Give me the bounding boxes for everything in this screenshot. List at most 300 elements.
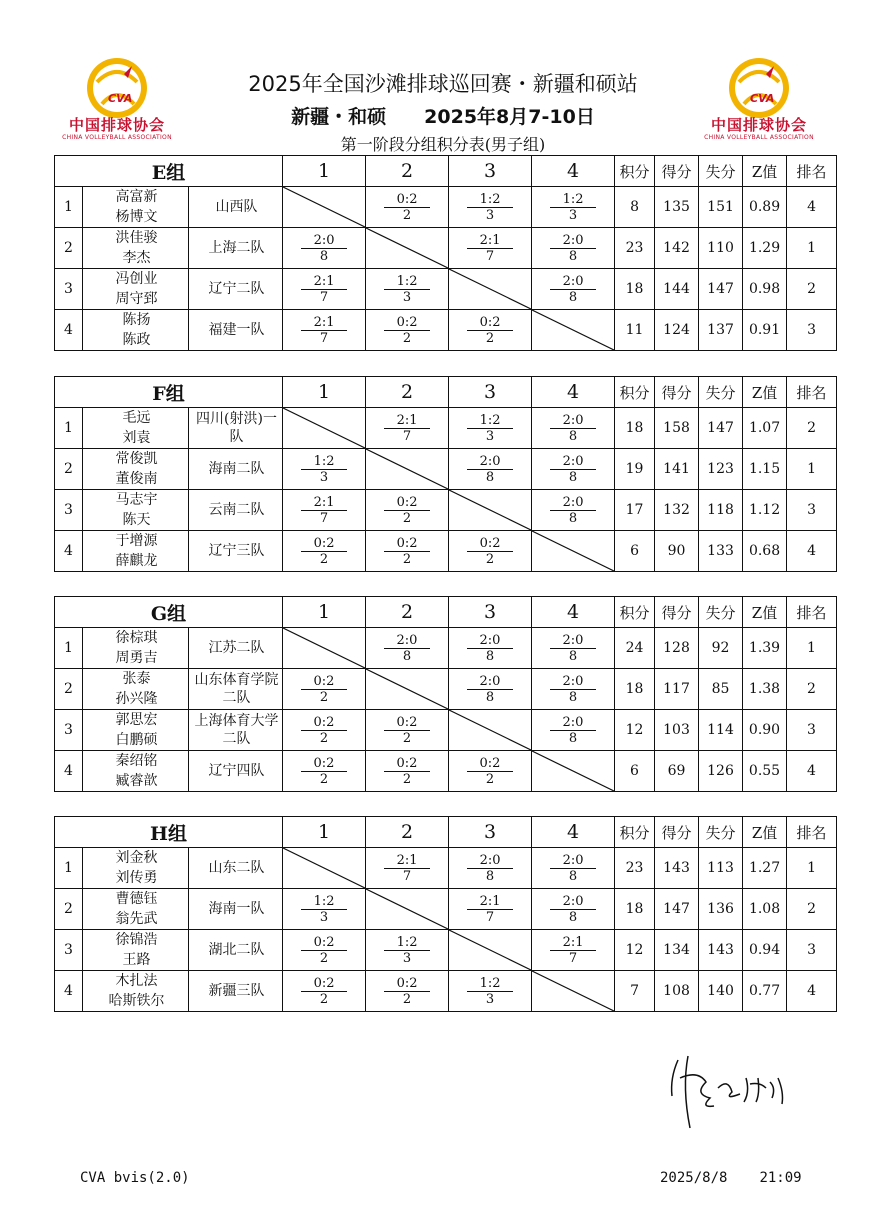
table-row (55, 269, 837, 310)
match-points: 3 (402, 289, 412, 305)
points-won: 108 (655, 971, 699, 1012)
self-match-cell (283, 628, 366, 669)
column-header: 1 (283, 156, 366, 187)
match-score-cell (366, 930, 449, 971)
match-points: 2 (319, 730, 329, 746)
team-name: 辽宁二队 (189, 269, 283, 310)
column-header: 排名 (787, 597, 837, 628)
points-lost: 143 (699, 930, 743, 971)
column-header: 积分 (615, 156, 655, 187)
rank: 2 (787, 408, 837, 449)
self-match-cell (449, 930, 532, 971)
points-lost: 123 (699, 449, 743, 490)
z-value: 1.08 (743, 889, 787, 930)
match-score-cell (532, 449, 615, 490)
set-score: 1:2 (467, 192, 513, 208)
match-points: 8 (319, 248, 329, 264)
match-score-cell (366, 187, 449, 228)
player-2: 臧睿歆 (115, 773, 158, 789)
points-won: 128 (655, 628, 699, 669)
row-index: 4 (55, 531, 83, 572)
z-value: 1.15 (743, 449, 787, 490)
match-points: 8 (568, 469, 578, 485)
table-row (55, 710, 837, 751)
match-score-cell (532, 408, 615, 449)
set-score: 1:2 (467, 976, 513, 992)
player-names (83, 628, 189, 669)
team-name: 山东二队 (189, 848, 283, 889)
match-score-cell (449, 449, 532, 490)
match-score-cell (449, 187, 532, 228)
set-score: 2:0 (301, 233, 347, 249)
z-value: 0.98 (743, 269, 787, 310)
match-points: 2 (319, 950, 329, 966)
match-points: 7 (485, 909, 495, 925)
team-name: 福建一队 (189, 310, 283, 351)
player-1: 徐棕琪 (115, 630, 158, 646)
rank: 3 (787, 490, 837, 531)
total-points: 18 (615, 889, 655, 930)
table-row (55, 930, 837, 971)
column-header: 2 (366, 597, 449, 628)
row-index: 1 (55, 628, 83, 669)
total-points: 23 (615, 228, 655, 269)
player-2: 孙兴隆 (115, 691, 158, 707)
diagonal-line (532, 751, 614, 791)
total-points: 24 (615, 628, 655, 669)
set-score: 0:2 (467, 536, 513, 552)
match-score-cell (532, 269, 615, 310)
column-header: 1 (283, 597, 366, 628)
rank: 2 (787, 889, 837, 930)
match-score-cell (449, 531, 532, 572)
team-name: 辽宁三队 (189, 531, 283, 572)
column-header: 得分 (655, 817, 699, 848)
set-score: 2:0 (550, 274, 596, 290)
set-score: 2:0 (550, 715, 596, 731)
column-header: 积分 (615, 817, 655, 848)
row-index: 2 (55, 669, 83, 710)
set-score: 2:0 (550, 413, 596, 429)
date-range: 2025年8月7-10日 (424, 106, 595, 128)
match-points: 3 (485, 207, 495, 223)
points-won: 103 (655, 710, 699, 751)
set-score: 0:2 (467, 315, 513, 331)
player-2: 翁先武 (115, 911, 158, 927)
match-points: 7 (319, 330, 329, 346)
rank: 1 (787, 449, 837, 490)
group-table (54, 596, 837, 792)
print-timestamp (660, 1170, 802, 1186)
match-points: 8 (568, 648, 578, 664)
match-points: 3 (568, 207, 578, 223)
player-names (83, 449, 189, 490)
points-lost: 110 (699, 228, 743, 269)
column-header: 失分 (699, 156, 743, 187)
player-1: 陈扬 (122, 312, 151, 328)
rank: 3 (787, 930, 837, 971)
diagonal-line (449, 930, 531, 970)
z-value: 0.90 (743, 710, 787, 751)
self-match-cell (449, 710, 532, 751)
diagonal-line (283, 848, 365, 888)
column-header: 2 (366, 817, 449, 848)
column-header: 4 (532, 377, 615, 408)
match-points: 2 (485, 771, 495, 787)
player-1: 徐锦浩 (115, 932, 158, 948)
player-names (83, 228, 189, 269)
match-points: 8 (485, 868, 495, 884)
set-score: 0:2 (384, 192, 430, 208)
set-score: 2:1 (301, 495, 347, 511)
match-score-cell (366, 310, 449, 351)
set-score: 1:2 (550, 192, 596, 208)
team-name: 四川(射洪)一队 (189, 408, 283, 449)
self-match-cell (532, 971, 615, 1012)
points-won: 142 (655, 228, 699, 269)
set-score: 2:0 (467, 853, 513, 869)
self-match-cell (366, 669, 449, 710)
column-header: 1 (283, 377, 366, 408)
set-score: 2:0 (550, 633, 596, 649)
set-score: 2:0 (550, 853, 596, 869)
team-name: 上海体育大学二队 (189, 710, 283, 751)
player-1: 高富新 (115, 189, 158, 205)
total-points: 23 (615, 848, 655, 889)
match-score-cell (283, 930, 366, 971)
match-points: 2 (402, 330, 412, 346)
self-match-cell (283, 408, 366, 449)
match-score-cell (366, 628, 449, 669)
table-row (55, 228, 837, 269)
total-points: 6 (615, 531, 655, 572)
match-score-cell (283, 310, 366, 351)
player-2: 王路 (122, 952, 151, 968)
logo-name-en: CHINA VOLLEYBALL ASSOCIATION (62, 134, 172, 141)
match-score-cell (283, 531, 366, 572)
set-score: 2:0 (550, 233, 596, 249)
diagonal-line (366, 228, 448, 268)
points-lost: 147 (699, 408, 743, 449)
set-score: 2:0 (550, 894, 596, 910)
match-points: 3 (319, 909, 329, 925)
set-score: 1:2 (301, 894, 347, 910)
table-row (55, 751, 837, 792)
set-score: 0:2 (301, 756, 347, 772)
column-header: 排名 (787, 156, 837, 187)
z-value: 0.55 (743, 751, 787, 792)
player-2: 陈天 (122, 512, 151, 528)
match-points: 3 (485, 991, 495, 1007)
column-header: 4 (532, 817, 615, 848)
row-index: 1 (55, 187, 83, 228)
signature (650, 1048, 800, 1138)
column-header: Z值 (743, 156, 787, 187)
match-score-cell (449, 971, 532, 1012)
row-index: 3 (55, 490, 83, 531)
match-points: 2 (485, 330, 495, 346)
rank: 4 (787, 187, 837, 228)
player-names (83, 710, 189, 751)
player-1: 马志宇 (115, 492, 158, 508)
total-points: 6 (615, 751, 655, 792)
group-name: F组 (55, 377, 283, 408)
row-index: 3 (55, 710, 83, 751)
player-2: 哈斯铁尔 (108, 993, 165, 1009)
match-points: 3 (485, 428, 495, 444)
table-row (55, 531, 837, 572)
match-points: 2 (402, 510, 412, 526)
match-score-cell (366, 408, 449, 449)
column-header: 4 (532, 597, 615, 628)
diagonal-line (449, 710, 531, 750)
match-score-cell (532, 490, 615, 531)
column-header: 得分 (655, 377, 699, 408)
player-names (83, 930, 189, 971)
set-score: 2:0 (467, 674, 513, 690)
self-match-cell (283, 848, 366, 889)
player-2: 李杰 (122, 250, 151, 266)
z-value: 0.91 (743, 310, 787, 351)
column-header: 排名 (787, 377, 837, 408)
table-row (55, 408, 837, 449)
match-score-cell (532, 628, 615, 669)
set-score: 0:2 (384, 976, 430, 992)
match-points: 3 (319, 469, 329, 485)
match-score-cell (283, 449, 366, 490)
match-points: 8 (568, 730, 578, 746)
table-row (55, 848, 837, 889)
total-points: 18 (615, 669, 655, 710)
match-points: 2 (485, 551, 495, 567)
match-points: 8 (568, 868, 578, 884)
match-score-cell (366, 531, 449, 572)
match-score-cell (449, 751, 532, 792)
diagonal-line (283, 187, 365, 227)
player-2: 董俊南 (115, 471, 158, 487)
column-header: 失分 (699, 597, 743, 628)
column-header: 失分 (699, 377, 743, 408)
match-points: 8 (568, 289, 578, 305)
player-2: 刘袁 (122, 430, 151, 446)
print-time: 21:09 (759, 1170, 802, 1186)
points-won: 124 (655, 310, 699, 351)
player-names (83, 669, 189, 710)
diagonal-line (366, 889, 448, 929)
total-points: 8 (615, 187, 655, 228)
match-score-cell (532, 187, 615, 228)
match-score-cell (449, 408, 532, 449)
set-score: 0:2 (301, 536, 347, 552)
group-table (54, 376, 837, 572)
total-points: 12 (615, 710, 655, 751)
software-version: CVA bvis(2.0) (80, 1170, 190, 1186)
diagonal-line (366, 449, 448, 489)
set-score: 2:1 (467, 894, 513, 910)
match-score-cell (283, 228, 366, 269)
row-index: 2 (55, 449, 83, 490)
column-header: 得分 (655, 597, 699, 628)
z-value: 0.94 (743, 930, 787, 971)
row-index: 3 (55, 930, 83, 971)
svg-text:CVA: CVA (108, 92, 133, 105)
diagonal-line (366, 669, 448, 709)
column-header: Z值 (743, 597, 787, 628)
match-points: 2 (319, 551, 329, 567)
set-score: 2:1 (467, 233, 513, 249)
points-lost: 85 (699, 669, 743, 710)
z-value: 1.29 (743, 228, 787, 269)
set-score: 0:2 (467, 756, 513, 772)
team-name: 上海二队 (189, 228, 283, 269)
match-score-cell (532, 848, 615, 889)
total-points: 7 (615, 971, 655, 1012)
diagonal-line (283, 408, 365, 448)
player-names (83, 531, 189, 572)
table-row (55, 669, 837, 710)
player-1: 曹德钰 (115, 891, 158, 907)
player-names (83, 889, 189, 930)
column-header: 排名 (787, 817, 837, 848)
column-header: 3 (449, 597, 532, 628)
player-2: 陈政 (122, 332, 151, 348)
player-2: 杨博文 (115, 209, 158, 225)
team-name: 云南二队 (189, 490, 283, 531)
column-header: 失分 (699, 817, 743, 848)
group-table (54, 816, 837, 1012)
match-score-cell (283, 710, 366, 751)
row-index: 1 (55, 408, 83, 449)
diagonal-line (532, 531, 614, 571)
self-match-cell (366, 889, 449, 930)
match-score-cell (283, 971, 366, 1012)
self-match-cell (532, 310, 615, 351)
player-1: 毛远 (122, 410, 151, 426)
match-points: 7 (485, 248, 495, 264)
self-match-cell (532, 751, 615, 792)
column-header: 积分 (615, 597, 655, 628)
column-header: 3 (449, 156, 532, 187)
match-score-cell (283, 751, 366, 792)
points-lost: 133 (699, 531, 743, 572)
column-header: Z值 (743, 817, 787, 848)
set-score: 2:0 (550, 495, 596, 511)
points-lost: 92 (699, 628, 743, 669)
player-1: 木扎法 (115, 973, 158, 989)
z-value: 1.39 (743, 628, 787, 669)
points-lost: 140 (699, 971, 743, 1012)
z-value: 0.89 (743, 187, 787, 228)
points-won: 90 (655, 531, 699, 572)
set-score: 2:1 (384, 413, 430, 429)
points-lost: 137 (699, 310, 743, 351)
total-points: 17 (615, 490, 655, 531)
points-won: 69 (655, 751, 699, 792)
match-score-cell (366, 490, 449, 531)
player-1: 郭思宏 (115, 712, 158, 728)
set-score: 2:1 (301, 315, 347, 331)
set-score: 2:1 (384, 853, 430, 869)
diagonal-line (449, 269, 531, 309)
match-points: 8 (568, 428, 578, 444)
table-row (55, 490, 837, 531)
print-date: 2025/8/8 (660, 1170, 728, 1186)
points-lost: 113 (699, 848, 743, 889)
set-score: 2:1 (301, 274, 347, 290)
match-score-cell (366, 751, 449, 792)
table-row (55, 187, 837, 228)
set-score: 0:2 (384, 495, 430, 511)
match-score-cell (449, 669, 532, 710)
match-points: 2 (402, 551, 412, 567)
points-won: 135 (655, 187, 699, 228)
set-score: 0:2 (384, 756, 430, 772)
set-score: 1:2 (384, 935, 430, 951)
match-score-cell (366, 971, 449, 1012)
match-points: 2 (402, 991, 412, 1007)
total-points: 11 (615, 310, 655, 351)
match-points: 7 (319, 510, 329, 526)
match-points: 7 (402, 428, 412, 444)
player-2: 刘传勇 (115, 870, 158, 886)
svg-text:CVA: CVA (750, 92, 775, 105)
points-won: 117 (655, 669, 699, 710)
z-value: 0.68 (743, 531, 787, 572)
row-index: 4 (55, 971, 83, 1012)
points-lost: 114 (699, 710, 743, 751)
match-points: 7 (568, 950, 578, 966)
row-index: 4 (55, 751, 83, 792)
points-won: 134 (655, 930, 699, 971)
player-1: 洪佳骏 (115, 230, 158, 246)
player-names (83, 187, 189, 228)
player-2: 白鹏硕 (115, 732, 158, 748)
match-points: 8 (485, 648, 495, 664)
rank: 2 (787, 669, 837, 710)
row-index: 3 (55, 269, 83, 310)
table-subtitle: 第一阶段分组积分表(男子组) (340, 135, 546, 154)
match-score-cell (283, 669, 366, 710)
column-header: 1 (283, 817, 366, 848)
player-1: 刘金秋 (115, 850, 158, 866)
player-names (83, 971, 189, 1012)
set-score: 2:0 (550, 454, 596, 470)
column-header: Z值 (743, 377, 787, 408)
rank: 3 (787, 310, 837, 351)
match-score-cell (449, 310, 532, 351)
column-header: 3 (449, 817, 532, 848)
venue-date-line (0, 102, 886, 129)
match-score-cell (449, 848, 532, 889)
match-points: 2 (319, 991, 329, 1007)
set-score: 0:2 (301, 674, 347, 690)
points-lost: 151 (699, 187, 743, 228)
match-points: 8 (568, 689, 578, 705)
table-row (55, 449, 837, 490)
self-match-cell (283, 187, 366, 228)
logo-name-en: CHINA VOLLEYBALL ASSOCIATION (704, 134, 814, 141)
self-match-cell (449, 269, 532, 310)
match-points: 2 (402, 730, 412, 746)
match-score-cell (532, 930, 615, 971)
points-won: 132 (655, 490, 699, 531)
player-1: 张泰 (122, 671, 151, 687)
table-row (55, 628, 837, 669)
match-points: 8 (402, 648, 412, 664)
rank: 4 (787, 971, 837, 1012)
match-points: 8 (568, 248, 578, 264)
match-score-cell (283, 889, 366, 930)
